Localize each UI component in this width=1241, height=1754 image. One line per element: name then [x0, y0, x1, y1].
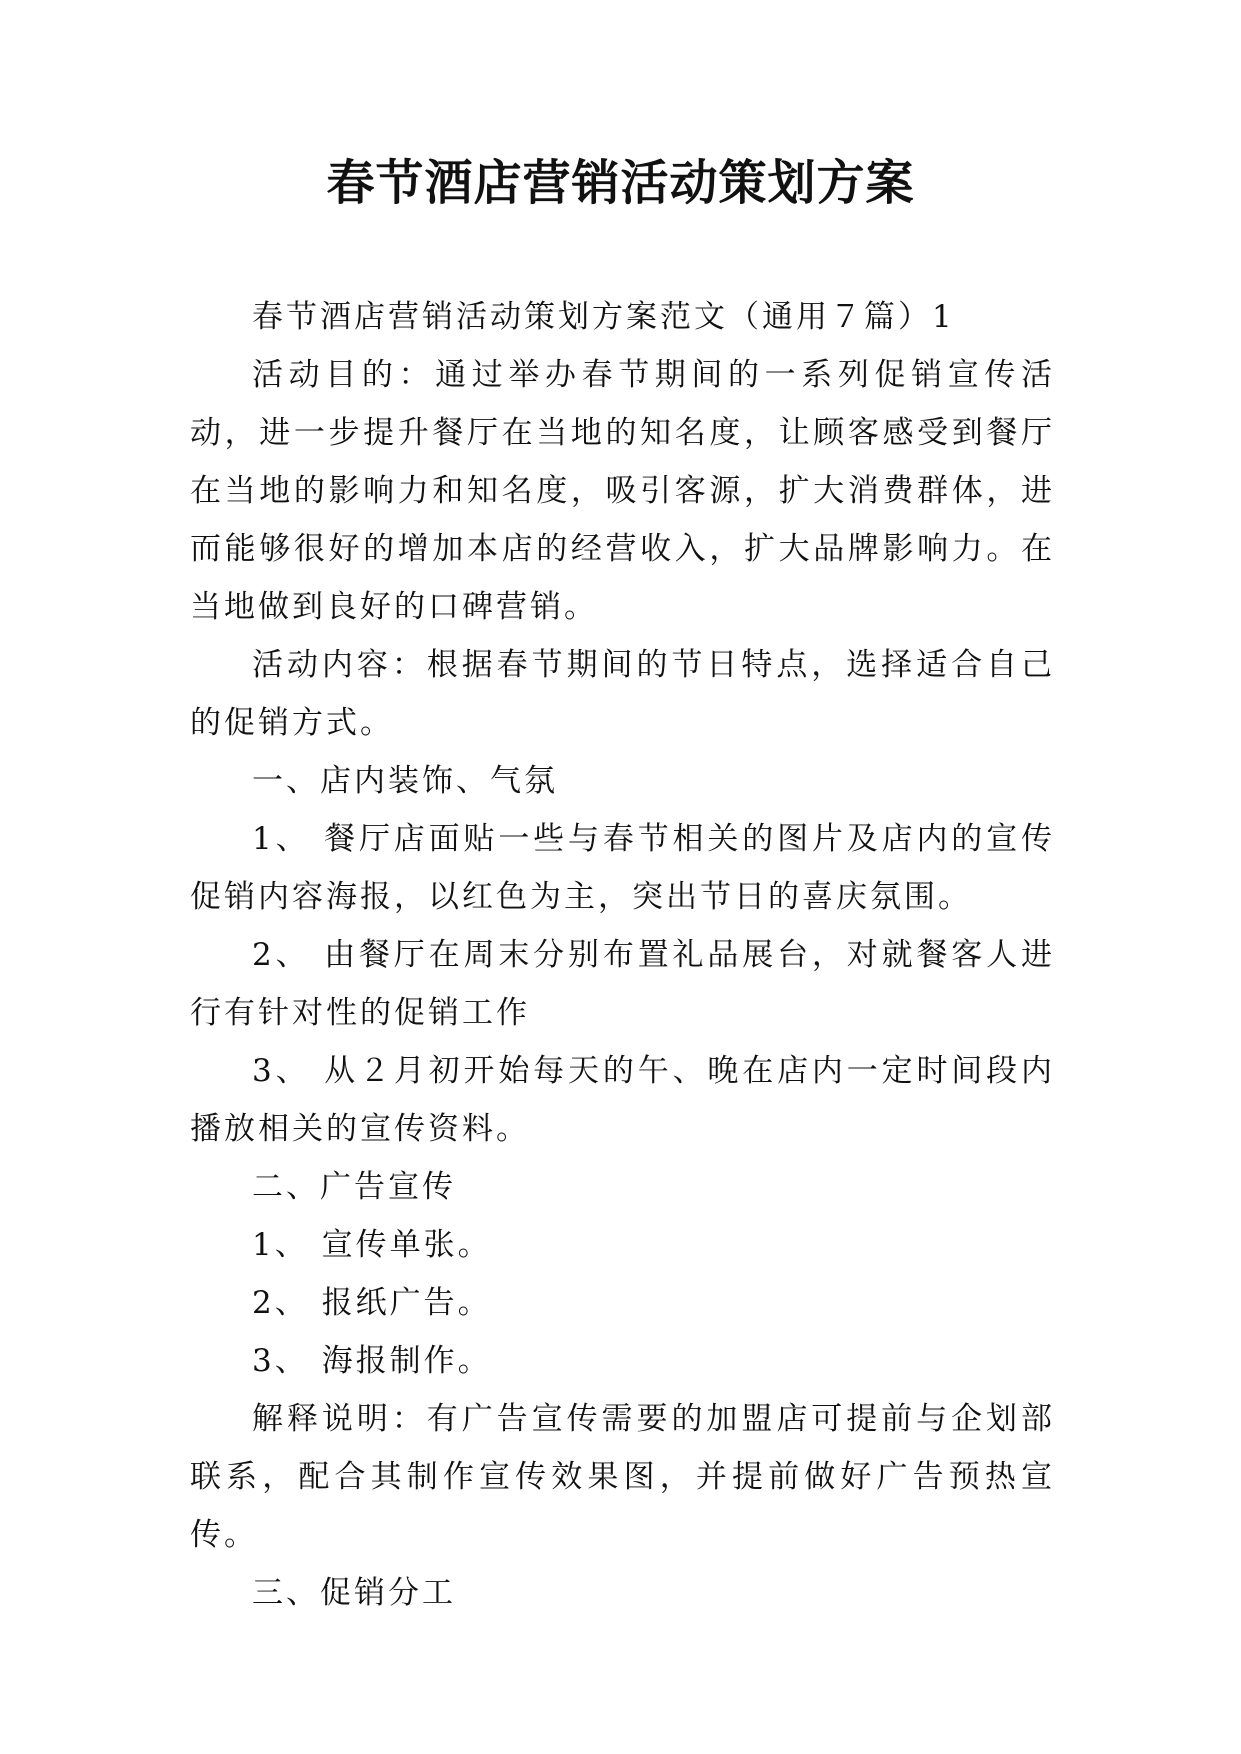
document-body: [190, 288, 1055, 1622]
section-heading-promotion-roles: 三、促销分工: [252, 1575, 456, 1611]
paragraph-activity-goal: 活动目的：通过举办春节期间的一系列促销宣传活动，进一步提升餐厅在当地的知名度，让顾客感受到餐厅在当地的影响力和知名度，吸引客源，扩大消费群体，进而能够很好的增加本店的经营收入，扩大品牌影响力。在当地做到良好的口碑营销。: [190, 357, 1055, 625]
list-item-advertising-2: 2、 报纸广告。: [252, 1285, 492, 1321]
list-item-decoration-2: 2、 由餐厅在周末分别布置礼品展台，对就餐客人进行有针对性的促销工作: [190, 937, 1055, 1031]
section-heading-advertising: 二、广告宣传: [252, 1169, 456, 1205]
list-item-decoration-3: 3、 从２月初开始每天的午、晚在店内一定时间段内播放相关的宣传资料。: [190, 1053, 1055, 1147]
paragraph-activity-content: 活动内容：根据春节期间的节日特点，选择适合自己的促销方式。: [190, 647, 1055, 741]
list-item-advertising-1: 1、 宣传单张。: [252, 1227, 492, 1263]
paragraph-explanation: 解释说明：有广告宣传需要的加盟店可提前与企划部联系，配合其制作宣传效果图，并提前做好广告预热宣传。: [190, 1401, 1055, 1553]
section-heading-decoration: 一、店内装饰、气氛: [252, 763, 558, 799]
paragraph-subtitle: 春节酒店营销活动策划方案范文（通用７篇）1: [252, 299, 955, 335]
list-item-advertising-3: 3、 海报制作。: [252, 1343, 492, 1379]
document-title: 春节酒店营销活动策划方案: [326, 155, 915, 211]
list-item-decoration-1: 1、 餐厅店面贴一些与春节相关的图片及店内的宣传促销内容海报，以红色为主，突出节日的喜庆氛围。: [190, 821, 1055, 915]
